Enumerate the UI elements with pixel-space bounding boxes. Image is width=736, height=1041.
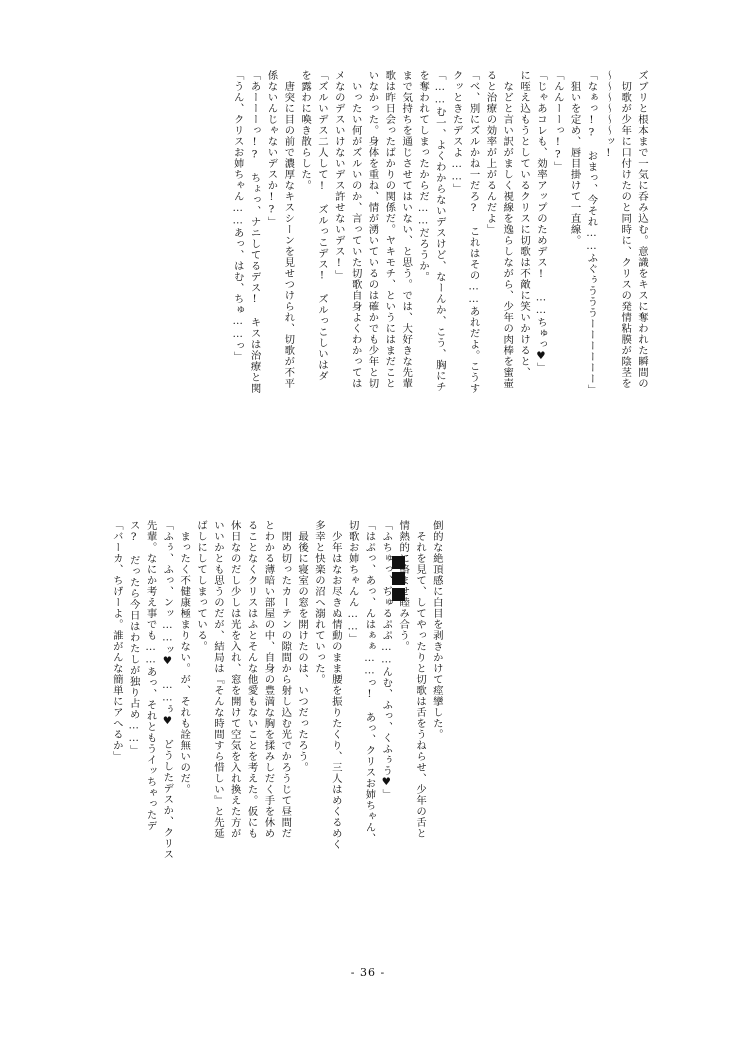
vertical-line: などと言い訳がましく視線を逸らしながら、少年の肉棒を蜜壷 xyxy=(501,70,514,389)
left-text-block xyxy=(108,520,445,950)
vertical-line: ス? だったら今日はわたしが独り占め……」 xyxy=(127,520,140,756)
vertical-line: を奪われてしまったからだ……だろうか。 xyxy=(417,70,430,283)
vertical-line: 歌は昨日会ったばかりの関係だ。ヤキモチ、というにはまだこと xyxy=(383,70,396,389)
vertical-line: 「ふちゅっ、ぢゅるぷぷ……んむ、ふっ、くふぅう♥」 xyxy=(380,520,393,800)
vertical-line: 「あーーーっ!? ちょっ、ナニしてるデス! キスは治療と関 xyxy=(248,70,261,394)
vertical-line: 最後に寝室の窓を開けたのは、いつだったろう。 xyxy=(296,520,309,773)
vertical-line: を露わに喚き散らした。 xyxy=(299,70,312,191)
vertical-line: 情熱的に絡ませ睦み合う。 xyxy=(397,520,410,652)
vertical-line: 「なぁっ!? おまっ、今それ……ふぐぅうううーーーーーー」 xyxy=(585,70,598,396)
vertical-line: 多幸と快楽の沼へ溺れていった。 xyxy=(312,520,325,685)
vertical-line: いいかとも思うのだが、結局は『そんな時間すら惜しい』と先延 xyxy=(211,520,224,839)
vertical-line: それを見て、してやったりと切歌は舌をうねらせ、少年の舌と xyxy=(414,520,427,839)
vertical-line: 「バーカ、ちげーよ。誰がんな簡単にアへるか」 xyxy=(110,520,123,762)
vertical-line: 唐突に目の前で濃厚なキスシーンを見せつけられ、切歌が不平 xyxy=(282,70,295,389)
vertical-line: 切歌お姉ちゃんん……」 xyxy=(346,520,359,645)
vertical-line: 「……む一、よくわからないデスけど、なーんか、こう、胸にチ xyxy=(433,70,446,393)
vertical-line: 「じゃあコレも、効率アップのためデス! ……ちゅっ♥」 xyxy=(534,70,547,374)
vertical-line: 狙いを定め、唇目掛けて一直線。 xyxy=(568,70,581,246)
vertical-line: いなかった。身体を重ね、情が湧いているのは確かでも少年と切 xyxy=(366,70,379,389)
vertical-line: とわかる薄暗い部屋の中、自身の豊満な胸を揉みしだく手を休め xyxy=(262,520,275,839)
vertical-line: いったい何がズルいのか、言っていた切歌自身よくわかっては xyxy=(349,70,362,389)
vertical-line: メなのデスいけないデス許せないデス!」 xyxy=(332,70,345,281)
vertical-line: 切歌が少年に口付けたのと同時に、クリスの発情粘膜が陰茎を xyxy=(619,70,632,389)
vertical-line: 休日なのだし少しは光を入れ、窓を開けて空気を入れ換えた方が xyxy=(228,520,241,839)
vertical-line: まったく不健康極まりない。が、それも詮無いのだ。 xyxy=(178,520,191,795)
right-text-block xyxy=(229,70,650,540)
vertical-line: 少年はなお尽きぬ情動のまま腰を振りたくり、三人はめくるめく xyxy=(329,520,342,850)
vertical-line: 「ふぅ、ふっ、ンッ……ッ♥ ……ぅ♥ どうしたデスか、クリス xyxy=(161,520,174,860)
vertical-line: 倒的な絶頂感に白目を剥きかけて痙攣した。 xyxy=(430,520,443,740)
vertical-line: ばしにしてしまっている。 xyxy=(195,520,208,652)
vertical-line: 「んんーーっ!?」 xyxy=(551,70,564,173)
vertical-line: ると治療の効率が上がるんだよ」 xyxy=(484,70,497,235)
vertical-line: ～～～～～～ッ! xyxy=(602,70,615,160)
vertical-line: 閉め切ったカーテンの隙間から射し込む光でかろうじて昼間だ xyxy=(279,520,292,839)
vertical-line: まで気持ちを通じさせてはいない、と思う。では、大好きな先輩 xyxy=(400,70,413,389)
vertical-line: ることなくクリスはふとそんな他愛もないことを考えた。仮にも xyxy=(245,520,258,839)
vertical-line: 「はぷっ、あっ、んはぁぁ……っ! あっ、クリスお姉ちゃん、 xyxy=(363,520,376,844)
page-number: - 36 - xyxy=(350,966,386,979)
vertical-line: 先輩。なにか考え事でも……あっ、それともうイッちゃったデ xyxy=(144,520,157,832)
vertical-line: 「べ、別にズルかね一だろ? これはその……あれだよ。こうす xyxy=(467,70,480,394)
vertical-line: 係ないんじゃないデスか!?」 xyxy=(265,70,278,228)
vertical-line: クッときたデスよ……」 xyxy=(450,70,463,195)
vertical-line: に咥え込もうとしているクリスに切歌は不敵に笑いかけると、 xyxy=(518,70,531,378)
vertical-line: 「うん、クリスお姉ちゃん……あっ、はむ、ちゅ……っ」 xyxy=(231,70,244,363)
vertical-line: ズブリと根本まで一気に呑み込む。意識をキスに奪われた瞬間の xyxy=(636,70,648,389)
vertical-line: 「ズルいデス二人して! ズルっこデス! ズルっこしいはダ xyxy=(315,70,328,382)
